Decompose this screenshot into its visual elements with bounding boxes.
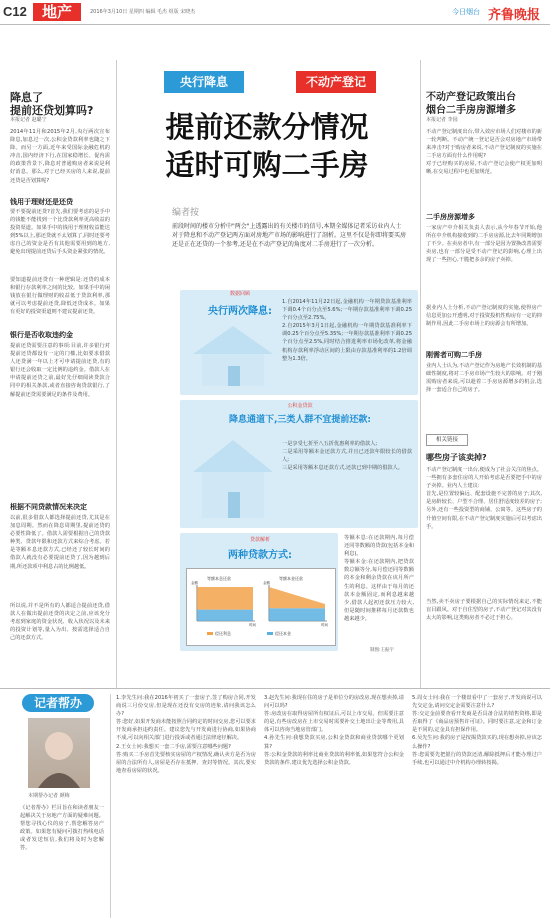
- chart-area-0-1: [197, 610, 253, 621]
- chart-ylabel-0: 金额: [191, 581, 198, 585]
- right-paragraph-3: 据业内人士分析,不动产登记制度的实施,使得房产信息更加公开透明,对于投资投机性购房有一定的抑制作用,因此二手房市场上的房源会有所增加。: [426, 305, 542, 328]
- reporter-help-description: 《记者帮办》栏目旨在和读者朋友一起解决关于房地产方面的疑难问题。帮您寻找心仪的房子,帮您解答房产政策。如果您有疑问可拨打热线电话或者发送短信,我们将及时为您解答。: [20, 805, 104, 852]
- repayment-chart-canvas: [187, 569, 335, 645]
- left-paragraph-3: 要知道提前还贷有一种逻辑是:还贷的成本和银行存款利率之间的比较。如果手中的闲钱放在银行做理财的收益低于贷款利率,那就可以考虑提前还贷,降低还贷成本。如果有更好的投资渠道则不建议提前还贷。: [10, 277, 110, 316]
- left-paragraph-5: 以前,很多借款人都选择提前还贷,尤其是在加息周期。然而在降息周期里,提前还贷的必要性降低了。借款人需要根据自己的贷款种类、贷款年限和还款方式来综合考虑。若是等额本息还款方式,已经还了较长时间的借款人就没有必要提前还贷了,因为越到后期,所还款项中利息占的比例越低。: [10, 515, 110, 570]
- editor-note-label: 编者按: [172, 208, 200, 218]
- chart-ylabel-1: 金额: [263, 581, 270, 585]
- house-illustration-1: [188, 320, 278, 390]
- page-header: [0, 0, 550, 24]
- right-paragraph-2: 一家房产中介相关负责人表示,从今年春节开始,他所在中介机构接收到的二手房房源,比去年同期增加了不少。在卖房者中,有一部分是因为置换改善需要卖房,也有一部分是受不动产登记的影响,心理上出现了一些担心,干脆把多余的房子卖掉。: [426, 225, 542, 264]
- feature-headline-line-1: 提前还款分情况: [165, 110, 369, 144]
- help-divider: [110, 694, 111, 918]
- box3-note: 等额本息:在还款期内,每月偿还同等数额的贷款(包括本金和利息)。 等额本金:在还款期内,把贷款数总额等分,每月偿还同等数额的本金和剩余贷款在该月所产生的利息。这样由于每月的还款本金额固定,而利息越来越少,借款人起初还款压力较大,但是随时间推移每月还款数也越来越少。: [344, 535, 414, 622]
- issue-meta: 2016年3月10日 星期四 编辑 毛杰 组版 宋晓杰: [90, 9, 196, 15]
- house-illustration-2: [188, 432, 278, 524]
- chart-area-1-1: [269, 608, 325, 621]
- right-paragraph-4: 业内人士认为,不动产登记作为房地产长效机制的基础性制度,将对二手房市场产生较大的影响。对于刚需购房者来说,可以趁着二手房房源增多的机会,选择一套适合自己的房子。: [426, 363, 542, 394]
- left-paragraph-4: 提前还贷需要注意的事项:目前,许多银行对提前还贷都设有一定的门槛,比如要求借款人还贷满一年以上才可申请提前还贷,有的银行还会收取一定比例的违约金。借款人在申请提前还贷之前,最好先仔细阅读贷款合同中的相关条款,或者直接咨询贷款银行,了解提前还贷需要满足的条件及费用。: [10, 343, 110, 398]
- chart-title-1: 等额本金还款: [279, 576, 303, 581]
- bottom-rule: [0, 688, 550, 689]
- feature-headline: [122, 108, 412, 184]
- brand-subtitle: 今日烟台: [452, 8, 480, 16]
- house-door-shape: [228, 366, 240, 386]
- right-article-title: 不动产登记政策出台 烟台二手房房源增多: [426, 92, 516, 116]
- chart-area-0-0: [197, 587, 253, 610]
- column-divider-right: [420, 60, 421, 688]
- left-subhead-3: 根据不同贷款情况来决定: [10, 503, 87, 511]
- left-paragraph-2: 要不要提前还贷?首先,我们要考虑的是手中的钱能不能找到一个比贷款利率更高收益的投资渠道。如果手中的钱用于理财收益能达到5%以上,那还贷就不太划算了,同时还要考虑自己的资金是否有其他需要用到的地方,避免出现提前还贷后手头资金紧张的情况。: [10, 209, 110, 256]
- left-paragraph-6: 所以说,并不是所有的人都适合提前还贷,借款人在做出提前还贷的决定之前,应该充分考虑到家庭的资金状况、收入状况以及未来的投资计划等,量入为出、按需选择适合自己的还款方式。: [10, 603, 110, 642]
- chart-area-1-0: [269, 587, 325, 608]
- brand-logo: 齐鲁晚报: [487, 8, 540, 23]
- column-divider-left: [116, 60, 117, 688]
- box3-kicker: 贷款解析: [249, 537, 270, 543]
- portrait-shoulders-shape: [38, 773, 80, 788]
- left-byline: 本报记者 赵璐宁: [10, 117, 47, 123]
- portrait-face-shape: [45, 732, 73, 760]
- right-byline: 本报记者 李园: [426, 117, 458, 123]
- house-door-shape: [228, 492, 240, 518]
- legend-label-1: 偿还本金: [275, 631, 291, 636]
- legend-label-0: 偿还利息: [215, 631, 231, 636]
- right-paragraph-5: 不动产登记制度一出台,便成为了社会关注的焦点。一些拥有多套住房的人开始考虑是否要把手中的房子卖掉。业内人士建议: 首先,是位置较偏远、配套设施不完善的房子;其次,是房龄较长、户型不合理、居住舒适度较差的房子;另外,还有一些投资型的商铺、公寓等。这些房子的升值空间有限,在不动产登记制度实施后可以考虑出手。: [426, 467, 542, 530]
- left-article-title: 降息了 提前还贷划算吗?: [10, 91, 94, 117]
- legend-swatch-0: [207, 632, 213, 635]
- reporter-portrait-icon: [28, 718, 90, 788]
- reporter-caption: 本期帮办记者 颜梅: [28, 793, 70, 799]
- related-links-label: 相关链接: [426, 434, 468, 446]
- house-roof-shape: [193, 440, 273, 472]
- box2-title: 降息通道下,三类人群不宜提前还款:: [228, 415, 372, 425]
- chart-xlabel-0: 时间: [249, 623, 256, 627]
- right-paragraph-1: 不动产登记制度出台,带入效应市场人们对楼市的新一轮判断。不动产统一登记是否会对房地产市场带来冲击?对于购房者来说,不动产登记制度的实施在二手房方面有什么作用呢? 对于已经购买的房屋,不动产登记会使产权更加明晰,在交易过程中也更加规范。: [426, 129, 542, 176]
- page-number: C12: [3, 4, 27, 19]
- right-subhead-2: 刚需者可购二手房: [426, 351, 482, 359]
- related-title: 哪些房子该卖掉?: [426, 453, 487, 462]
- tag-rate-cut: 央行降息: [164, 71, 244, 93]
- feature-headline-line-2: 适时可购二手房: [165, 148, 369, 182]
- box2-kicker: 公积金贷款: [287, 403, 313, 409]
- left-subhead-2: 银行是否收取违约金: [10, 331, 73, 339]
- house-roof-shape: [193, 326, 273, 354]
- box2-text: 一是享受七折至八五折优惠利率的借款人; 二是采用等额本金还款方式,并且已还款年限较长的借款人; 三是采用等额本息还款方式,还款已到中期的借款人。: [282, 441, 412, 472]
- left-subhead-1: 钱用于理财还是还贷: [10, 198, 73, 206]
- tag-property-registration: 不动产登记: [296, 71, 376, 93]
- box3-title: 两种贷款方式:: [228, 550, 292, 561]
- box1-kicker: 数据回顾: [229, 291, 250, 297]
- help-qa-column-2: 3.赵先生问:我现在住的房子是单位分的房改房,现在想卖掉,请问可以吗? 答:房改房在取得房屋所有权证后,可以上市交易。但需要注意的是,有些房改房在上市交易时需要补交土地出让金等费用,具体可以咨询当地房管部门。 4.孙先生问:我想贷款买房,公积金贷款和商业贷款哪个更划算? 答:公积金贷款的利率比商业贷款的利率低,如果您符合公积金贷款的条件,建议优先选择公积金贷款。: [264, 695, 404, 766]
- header-rule: [0, 24, 550, 25]
- box1-text: 1.自2014年11月22日起,金融机构一年期贷款基准利率下调0.4个百分点至5.6%;一年期存款基准利率下调0.25个百分点至2.75%。 2.自2015年3月1日起,金融机构一年期贷款基准利率下调0.25个百分点至5.35%;一年期存款基准利率下调0.25个百分点至2.5%,同时结合推进利率市场化改革,将金融机构存款利率浮动区间的上限由存款基准利率的1.2倍调整为1.3倍。: [282, 299, 412, 362]
- left-paragraph-1: 2014年11月和2015年2月,央行两次宣布降息,加息过一次,公积金贷款利率也随之下降。而另一方面,近年来受国际金融危机的冲击,国内经济下行,在国家稳增长、促内需的政策背景下,降息对普通购房者来说是利好消息。那么,对于已经买房的人来说,提前还贷是否划算呢?: [10, 129, 110, 184]
- right-subhead-1: 二手房房源增多: [426, 213, 475, 221]
- help-qa-column-3: 5.周女士问:我在一个楼盘看中了一套房子,开发商说可以先交定金,请问交定金需要注意什么? 答:交定金前要查看开发商是否具备合法的销售资格,即是否取得了《商品房预售许可证》。同时要注意,定金和订金是不同的,定金具有担保作用。 6.吴先生问:我的房子是按揭贷款买的,现在想卖掉,应该怎么操作? 答:您需要先把银行的贷款还清,解除抵押后才能办理过户手续,也可以通过中介机构办理转按揭。: [412, 695, 542, 766]
- repayment-charts: [186, 568, 336, 646]
- reporter-photo: [28, 718, 90, 788]
- chart-xlabel-1: 时间: [321, 623, 328, 627]
- right-paragraph-6: 当然,卖不卖房子要根据自己的实际情况来定,不能盲目跟风。对于自住型的房子,不动产登记对其没有太大的影响,这类购房者不必过于担心。: [426, 599, 542, 622]
- box3-source: 制图:王振宇: [370, 648, 395, 653]
- section-tag: 地产: [33, 3, 81, 21]
- reporter-help-tag: 记者帮办: [22, 694, 94, 712]
- editor-note: 前段时间的楼市分析中"两会"上透露出的有关楼市的信号,本期全媒体记者采访业内人士对于降息和不动产登记两方面对房地产市场的影响进行了剖析。这里不仅是你即将要买房还是正在还贷的一个参考,还是在不动产登记的角度对二手房进行了一次分析。: [172, 223, 406, 248]
- legend-swatch-1: [267, 632, 273, 635]
- help-qa-column-1: 1.李先生问:我在2016年初买了一套房子,签了购房合同,开发商说三月份交房,但是现在还没有交房的迹象,请问我该怎么办? 答:您好,如果开发商未能按照合同约定的时间交房,您可以要求开发商承担违约责任。建议您先与开发商进行协商,如果协商不成,可以向相关部门进行投诉或者通过法律途径解决。 2.王女士问:我想买一套二手房,需要注意哪些问题? 答:购买二手房首先要核实房屋的产权情况,确认卖方是否为房屋的合法所有人,房屋是否存在抵押、查封等情况。其次,要实地查看房屋的状况。: [116, 695, 256, 774]
- box1-title: 央行两次降息:: [208, 306, 272, 317]
- chart-title-0: 等额本息还款: [207, 576, 231, 581]
